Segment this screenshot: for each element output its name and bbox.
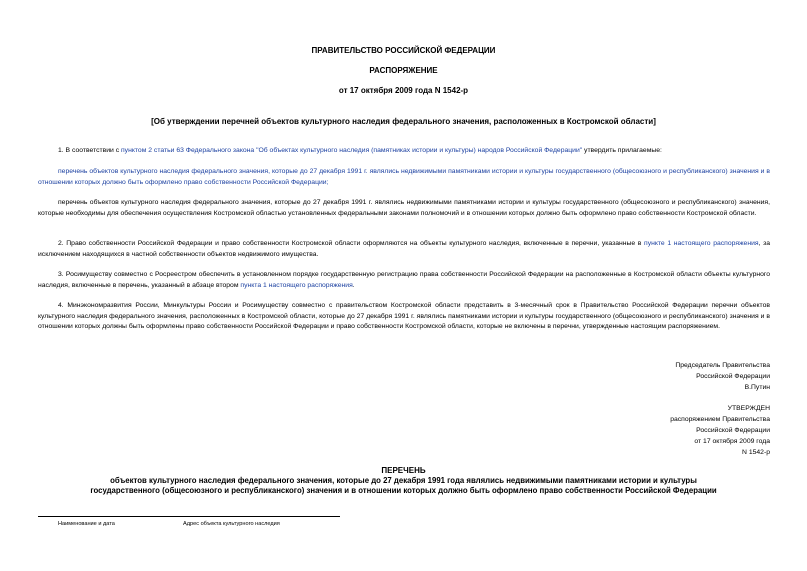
paragraph-2-link[interactable]: пункте 1 настоящего распоряжения [644, 240, 759, 247]
paragraph-3-text-b: . [352, 281, 355, 289]
approved-line-4: от 17 октября 2009 года [694, 438, 770, 445]
paragraph-4: 4. Минэкономразвития России, Минкультуры России и Росимуществу совместно с правительством Костромской области представить в 3-месячный срок в Правительство Российской Федерации перечни объектов культурного наследия федерального значения, расположенных в Костромской области, которые до 27 декабря 1991 г. являлись памятниками истории и культуры государственного (общесоюзного и республиканского) значения и в отношении которых должны быть оформлены право собственности Российской Федерации и право собственности Костромской области, которые не включены в перечни, утвержденные настоящим распоряжением. [38, 302, 770, 330]
column-header-address: Адрес объекта культурного наследия [183, 521, 280, 527]
list-item-regional: перечень объектов культурного наследия федерального значения, которые до 27 декабря 1991 г. являлись недвижимыми памятниками истории и культуры государственного (общесоюзного и республиканского) значения, которые необходимы для обеспечения осуществления Костромской областью установленных федеральными законами полномочий и в отношении которых должно быть оформлено право собственности Костромской области. [38, 199, 770, 217]
paragraph-3 [38, 270, 770, 291]
paragraph-3-link[interactable]: пункта 1 настоящего распоряжения [240, 281, 353, 289]
paragraph-1 [58, 146, 770, 157]
document-type: РАСПОРЯЖЕНИЕ [369, 66, 438, 75]
paragraph-1-text-a: 1. В соответствии с [58, 147, 121, 154]
list-title: ПЕРЕЧЕНЬ [381, 466, 426, 475]
list-subtitle-1: объектов культурного наследия федерального значения, которые до 27 декабря 1991 года являлись недвижимыми памятниками истории и культуры [110, 476, 697, 485]
law-article-link[interactable]: пунктом 2 статьи 63 Федерального закона "Об объектах культурного наследия (памятниках истории и культуры) народов Российской Федерации" [121, 147, 583, 154]
approved-label: УТВЕРЖДЕН [727, 405, 770, 412]
document-date-number: от 17 октября 2009 года N 1542-р [338, 86, 469, 95]
signature-title-1: Председатель Правительства [675, 362, 770, 369]
approved-line-5: N 1542-р [742, 449, 770, 456]
paragraph-2 [38, 239, 770, 260]
paragraph-2-text-a: 2. Право собственности Российской Федерации и право собственности Костромской области оформляются на объекты культурного наследия, включенные в перечни, указанные в [58, 240, 645, 247]
signature-name: В.Путин [744, 384, 770, 391]
signature-title-2: Российской Федерации [696, 373, 770, 380]
paragraph-3-text-a: 3. Росимуществу совместно с Росреестром обеспечить в установленном порядке государственную регистрацию права собственности Российской Федерации на расположенные в Костромской области объекты культурного наследия, включенные в перечень, указанный в абзаце втором [38, 271, 770, 289]
paragraph-2-text-b: , за исключением находящихся в частной собственности объектов недвижимого имущества. [38, 240, 770, 258]
list-subtitle-2: государственного (общесоюзного и республиканского) значения и в отношении которых должно быть оформлено право собственности Российской Федерации [90, 486, 717, 495]
government-heading: ПРАВИТЕЛЬСТВО РОССИЙСКОЙ ФЕДЕРАЦИИ [311, 46, 496, 55]
objects-table-header [38, 516, 340, 527]
column-header-name: Наименование и дата [58, 521, 115, 527]
paragraph-1-text-b: утвердить прилагаемые: [582, 147, 662, 154]
list-item-federal[interactable]: перечень объектов культурного наследия федерального значения, которые до 27 декабря 1991 г. являлись недвижимыми памятниками истории и культуры государственного (общесоюзного и республиканского) значения и в отношении которых должно быть оформлено право собственности Российской Федерации; [38, 168, 770, 186]
approved-line-3: Российской Федерации [696, 427, 770, 434]
approved-line-2: распоряжением Правительства [670, 416, 770, 423]
document-title: [Об утверждении перечней объектов культурного наследия федерального значения, расположенных в Костромской области] [151, 117, 656, 126]
